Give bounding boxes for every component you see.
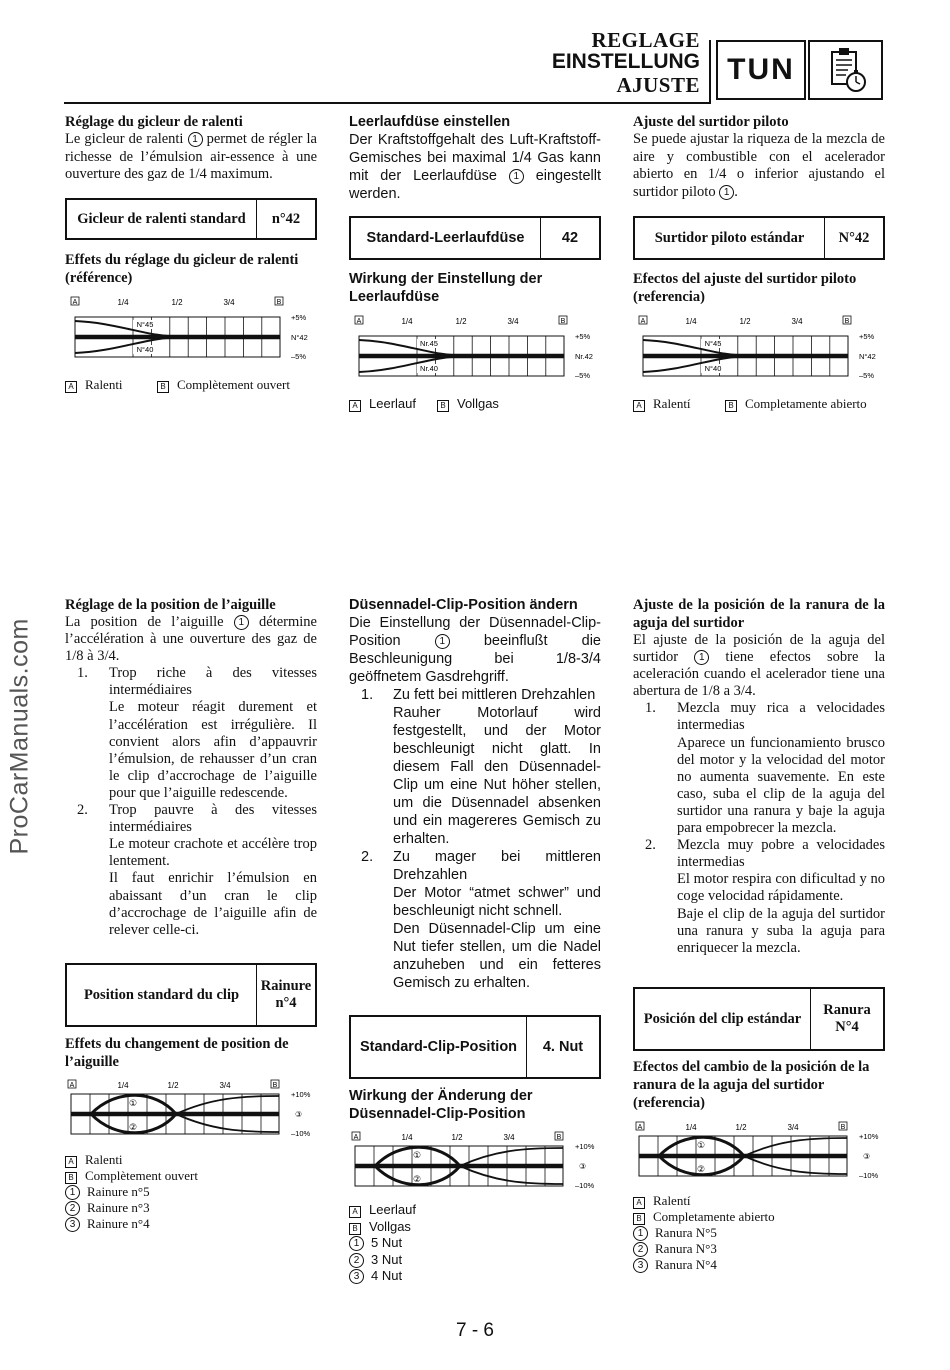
tick-label: 1/2: [735, 1123, 747, 1132]
callout-3-icon: 3: [633, 1258, 648, 1273]
plus-label: +5%: [575, 332, 591, 341]
mid-label: N°42: [859, 352, 876, 361]
list-item: 1. Zu fett bei mittleren Drehzahlen Rauher Motorlauf wird festgestellt, und der Motor beschleunigt nicht glatt. In diesem Fall den Düsennadel-Clip um eine Nut höher stellen, um die Düsennadel absenken und ein magereres Gemisch zu erhalten.: [361, 687, 601, 847]
legend-b-icon: B: [633, 1213, 645, 1225]
lean-curve: [75, 337, 185, 353]
tick-label: 1/4: [401, 317, 413, 326]
callout-1-icon: 1: [509, 169, 524, 184]
needle-es-body: El ajuste de la posición de la aguja del surtidor 1 tiene efectos sobre la aceleración cuando el acelerador tiene una abertura de 1/8 a 3/4.: [633, 632, 885, 700]
pilot-fr-heading: Réglage du gicleur de ralenti: [65, 114, 243, 130]
tick-label: 1/4: [685, 317, 697, 326]
needle-de-body: Die Einstellung der Düsennadel-Clip-Position 1 beeinflußt die Beschleunigung bei 1/8-3/4 geöffnetem Gasdrehgriff.: [349, 615, 601, 685]
plus-label: +10%: [291, 1090, 311, 1099]
plus-label: +5%: [859, 332, 875, 341]
pilot-fr-text: [65, 113, 317, 184]
tick-label: 3/4: [223, 298, 235, 307]
pilot-de-spec-table: [349, 216, 601, 260]
legend-b-icon: B: [437, 400, 449, 412]
callout-1-icon: 1: [188, 132, 203, 147]
rich-curve: [75, 321, 185, 337]
pilot-chart-svg: [633, 314, 883, 386]
corner-a-label: A: [640, 318, 646, 325]
needle-fr-spec-table: [65, 963, 317, 1027]
needle-de-text: [349, 596, 601, 992]
legend-a-icon: A: [349, 1206, 361, 1218]
callout-1-icon: 1: [234, 615, 249, 630]
pilot-chart-svg: [349, 314, 599, 386]
lean-tail-curve: [744, 1156, 847, 1174]
pilot-es-spec-label: Surtidor piloto estándar: [635, 218, 825, 258]
pilot-de-text: [349, 113, 601, 203]
plus-label: +10%: [859, 1132, 879, 1141]
header-rule: [64, 102, 710, 104]
tick-label: 3/4: [791, 317, 803, 326]
lean-tail-curve: [460, 1166, 563, 1184]
tick-label: 3/4: [787, 1123, 799, 1132]
rich-tail-curve: [176, 1096, 279, 1114]
lower-jet-label: Nr.40: [420, 364, 438, 373]
mark-3-label: ③: [579, 1162, 587, 1171]
callout-2-icon: 2: [633, 1242, 648, 1257]
pilot-chart-svg: [65, 295, 315, 367]
mark-1-label: ①: [696, 1141, 706, 1151]
list-item: 2. Trop pauvre à des vitesses intermédiaires Le moteur crachote et accélère trop lentement. Il faut enrichir l’émulsion en abaissant d’un cran le clip d’accrochage de l’aiguille afin de relever celle-ci.: [77, 802, 317, 938]
corner-b-label: B: [272, 1082, 278, 1089]
needle-de-heading: Düsennadel-Clip-Position ändern: [349, 597, 578, 613]
pilot-es-body: Se puede ajustar la riqueza de la mezcla de aire y combustible con el acelerador abierto en 1/4 o inferior ajustando el surtidor piloto 1 .: [633, 131, 885, 200]
legend-a-icon: A: [633, 400, 645, 412]
corner-a-label: A: [356, 318, 362, 325]
needle-de-spec-value: 4. Nut: [542, 1039, 584, 1055]
tick-label: 1/4: [117, 1081, 129, 1090]
needle-es-heading: Ajuste de la posición de la ranura de la aguja del surtidor: [633, 597, 885, 631]
minus-label: –10%: [859, 1171, 879, 1180]
needle-chart-fr: [65, 1078, 317, 1155]
pilot-fr-spec-table: [65, 198, 317, 240]
page-number: 7 - 6: [455, 1320, 495, 1341]
upper-jet-label: N°45: [704, 339, 722, 348]
corner-b-label: B: [560, 318, 566, 325]
corner-a-label: A: [637, 1124, 643, 1131]
needle-fr-effects: Effets du changement de position de l’aiguille: [65, 1036, 289, 1070]
corner-b-label: B: [844, 318, 850, 325]
pilot-es-spec-table: [633, 216, 885, 260]
header-title-de: EINSTELLUNG: [551, 50, 700, 73]
lower-jet-label: N°40: [136, 345, 154, 354]
needle-chart-svg: [633, 1120, 885, 1192]
needle-fr-text: [65, 596, 317, 939]
minus-label: –10%: [575, 1181, 595, 1190]
tick-label: 1/2: [451, 1133, 463, 1142]
list-item: 1. Trop riche à des vitesses intermédiaires Le moteur réagit durement et l’accélération est irrégulière. Il convient alors afin d’appauvrir l’émulsion, de rehausser d’un cran le clip d’accrochage de l’aiguille pour que l’aiguille redescende.: [77, 665, 317, 801]
pilot-chart-fr: [65, 295, 315, 372]
pilot-fr-body: Le gicleur de ralenti 1 permet de régler la richesse de l’émulsion air-essence à une ouverture des gaz de 1/4 maximum.: [65, 131, 317, 182]
list-item: 2. Zu mager bei mittleren Drehzahlen Der Motor “atmet schwer” und beschleunigt nicht schnell. Den Düsennadel-Clip um eine Nut tiefer stellen, um die Nadel anzuheben und ein fetteres Gemisch zu erhalten.: [361, 849, 601, 991]
needle-es-spec-label: Posición del clip estándar: [635, 989, 811, 1049]
lean-tail-curve: [176, 1114, 279, 1132]
corner-a-label: A: [69, 1082, 75, 1089]
rich-curve: [359, 340, 469, 356]
callout-1-icon: 1: [65, 1185, 80, 1200]
section-code-box: [716, 40, 806, 100]
callout-1-icon: 1: [633, 1226, 648, 1241]
legend-a-icon: A: [65, 1156, 77, 1168]
list-item: 2. Mezcla muy pobre a velocidades intermedias El motor respira con dificultad y no coge velocidad rápidamente. Baje el clip de la aguja del surtidor una ranura y suba la aguja para enriquecer la mezcla.: [645, 837, 885, 956]
rich-tail-curve: [460, 1148, 563, 1166]
tick-label: 1/2: [739, 317, 751, 326]
tick-label: 1/2: [171, 298, 183, 307]
tick-label: 3/4: [507, 317, 519, 326]
lean-curve: [643, 356, 753, 372]
callout-1-icon: 1: [719, 185, 734, 200]
pilot-de-heading: Leerlaufdüse einstellen: [349, 114, 511, 130]
corner-b-label: B: [276, 299, 282, 306]
upper-jet-label: N°45: [136, 320, 154, 329]
needle-fr-heading: Réglage de la position de l’aiguille: [65, 597, 276, 613]
needle-fr-body: La position de l’aiguille 1 détermine l’accélération à une ouverture des gaz de 1/8 à 3/4.: [65, 614, 317, 665]
pilot-de-legend: A Leerlauf B Vollgas: [349, 396, 499, 412]
plus-label: +5%: [291, 313, 307, 322]
pilot-es-effects: Efectos del ajuste del surtidor piloto (referencia): [633, 271, 857, 305]
legend-a-icon: A: [633, 1197, 645, 1209]
minus-label: –5%: [575, 371, 591, 380]
needle-fr-legend: A Ralenti B Complètement ouvert 1 Rainure n°5 2 Rainure n°3 3 Rainure n°4: [65, 1152, 198, 1232]
tick-label: 3/4: [503, 1133, 515, 1142]
pilot-de-spec-label: Standard-Leerlaufdüse: [351, 218, 541, 258]
legend-b-icon: B: [349, 1223, 361, 1235]
needle-chart-de: [349, 1130, 601, 1207]
minus-label: –5%: [859, 371, 875, 380]
pilot-es-heading: Ajuste del surtidor piloto: [633, 114, 789, 130]
callout-2-icon: 2: [349, 1253, 364, 1268]
clipboard-stopwatch-icon: [810, 42, 881, 98]
needle-chart-es: [633, 1120, 885, 1197]
needle-es-spec-value: Ranura N°4: [823, 1002, 871, 1035]
header-title-fr: REGLAGE: [591, 28, 700, 52]
mid-label: Nr.42: [575, 352, 593, 361]
pilot-es-spec-value: N°42: [838, 229, 870, 246]
callout-2-icon: 2: [65, 1201, 80, 1216]
mark-1-label: ①: [412, 1151, 422, 1161]
mark-3-label: ③: [863, 1152, 871, 1161]
needle-es-effects: Efectos del cambio de la posición de la ranura de la aguja del surtidor (referencia): [633, 1059, 870, 1111]
corner-b-label: B: [556, 1134, 562, 1141]
pilot-es-legend: A Ralentí B Completamente abierto: [633, 396, 867, 412]
lean-curve: [359, 356, 469, 372]
pilot-fr-spec-label: Gicleur de ralenti standard: [67, 200, 257, 238]
needle-de-legend: A Leerlauf B Vollgas 1 5 Nut 2 3 Nut 3 4 Nut: [349, 1202, 416, 1285]
mark-2-label: ②: [696, 1165, 706, 1175]
mark-2-label: ②: [412, 1175, 422, 1185]
legend-a-icon: A: [349, 400, 361, 412]
corner-a-label: A: [72, 299, 78, 306]
pilot-chart-de: [349, 314, 599, 391]
tick-label: 3/4: [219, 1081, 231, 1090]
needle-es-text: [633, 596, 885, 957]
section-code: TUN: [727, 53, 795, 86]
watermark: ProCarManuals.com: [5, 618, 34, 855]
lower-jet-label: N°40: [704, 364, 722, 373]
needle-es-legend: A Ralentí B Completamente abierto 1 Ranura N°5 2 Ranura N°3 3 Ranura N°4: [633, 1193, 775, 1273]
needle-de-spec-label: Standard-Clip-Position: [351, 1017, 527, 1077]
needle-fr-spec-label: Position standard du clip: [67, 965, 257, 1025]
corner-b-label: B: [840, 1124, 846, 1131]
needle-fr-spec-value: Rainure n°4: [260, 978, 312, 1011]
needle-chart-svg: [349, 1130, 601, 1202]
upper-jet-label: Nr.45: [420, 339, 438, 348]
list-item: 1. Mezcla muy rica a velocidades intermedias Aparece un funcionamiento brusco del motor y la velocidad del motor no aumenta suavemente. En este caso, suba el clip de la aguja del surtidor una ranura y baje la aguja para empobrecer la mezcla.: [645, 700, 885, 837]
callout-3-icon: 3: [65, 1217, 80, 1232]
corner-a-label: A: [353, 1134, 359, 1141]
legend-b-icon: B: [65, 1172, 77, 1184]
needle-chart-svg: [65, 1078, 317, 1150]
tick-label: 1/2: [167, 1081, 179, 1090]
header-title-es: AJUSTE: [616, 73, 700, 97]
minus-label: –10%: [291, 1129, 311, 1138]
needle-de-effects: Wirkung der Änderung der Düsennadel-Clip-Position: [349, 1088, 533, 1122]
mark-3-label: ③: [295, 1110, 303, 1119]
legend-a-icon: A: [65, 381, 77, 393]
tick-label: 1/2: [455, 317, 467, 326]
pilot-de-spec-value: 42: [561, 230, 579, 246]
tick-label: 1/4: [117, 298, 129, 307]
callout-1-icon: 1: [694, 650, 709, 665]
mark-1-label: ①: [128, 1099, 138, 1109]
legend-b-icon: B: [725, 400, 737, 412]
mark-2-label: ②: [128, 1123, 138, 1133]
pilot-fr-spec-value: n°42: [271, 210, 301, 227]
legend-b-icon: B: [157, 381, 169, 393]
pilot-fr-effects: Effets du réglage du gicleur de ralenti (référence): [65, 252, 299, 286]
pilot-fr-legend: A Ralenti B Complètement ouvert: [65, 377, 290, 393]
tick-label: 1/4: [685, 1123, 697, 1132]
plus-label: +10%: [575, 1142, 595, 1151]
callout-1-icon: 1: [349, 1236, 364, 1251]
pilot-es-text: [633, 113, 885, 201]
minus-label: –5%: [291, 352, 307, 361]
tick-label: 1/4: [401, 1133, 413, 1142]
pilot-chart-es: [633, 314, 883, 391]
rich-curve: [643, 340, 753, 356]
section-icon-box: [808, 40, 883, 100]
needle-es-spec-table: [633, 987, 885, 1051]
needle-de-spec-table: [349, 1015, 601, 1079]
callout-3-icon: 3: [349, 1269, 364, 1284]
rich-tail-curve: [744, 1138, 847, 1156]
header-rule-vertical: [709, 40, 711, 104]
pilot-de-body: Der Kraftstoffgehalt des Luft-Kraftstoff-Gemisches bei maximal 1/4 Gas kann mit der Leerlaufdüse 1 eingestellt werden.: [349, 132, 601, 202]
pilot-de-effects: Wirkung der Einstellung der Leerlaufdüse: [349, 271, 543, 305]
callout-1-icon: 1: [435, 634, 450, 649]
mid-label: N°42: [291, 333, 308, 342]
